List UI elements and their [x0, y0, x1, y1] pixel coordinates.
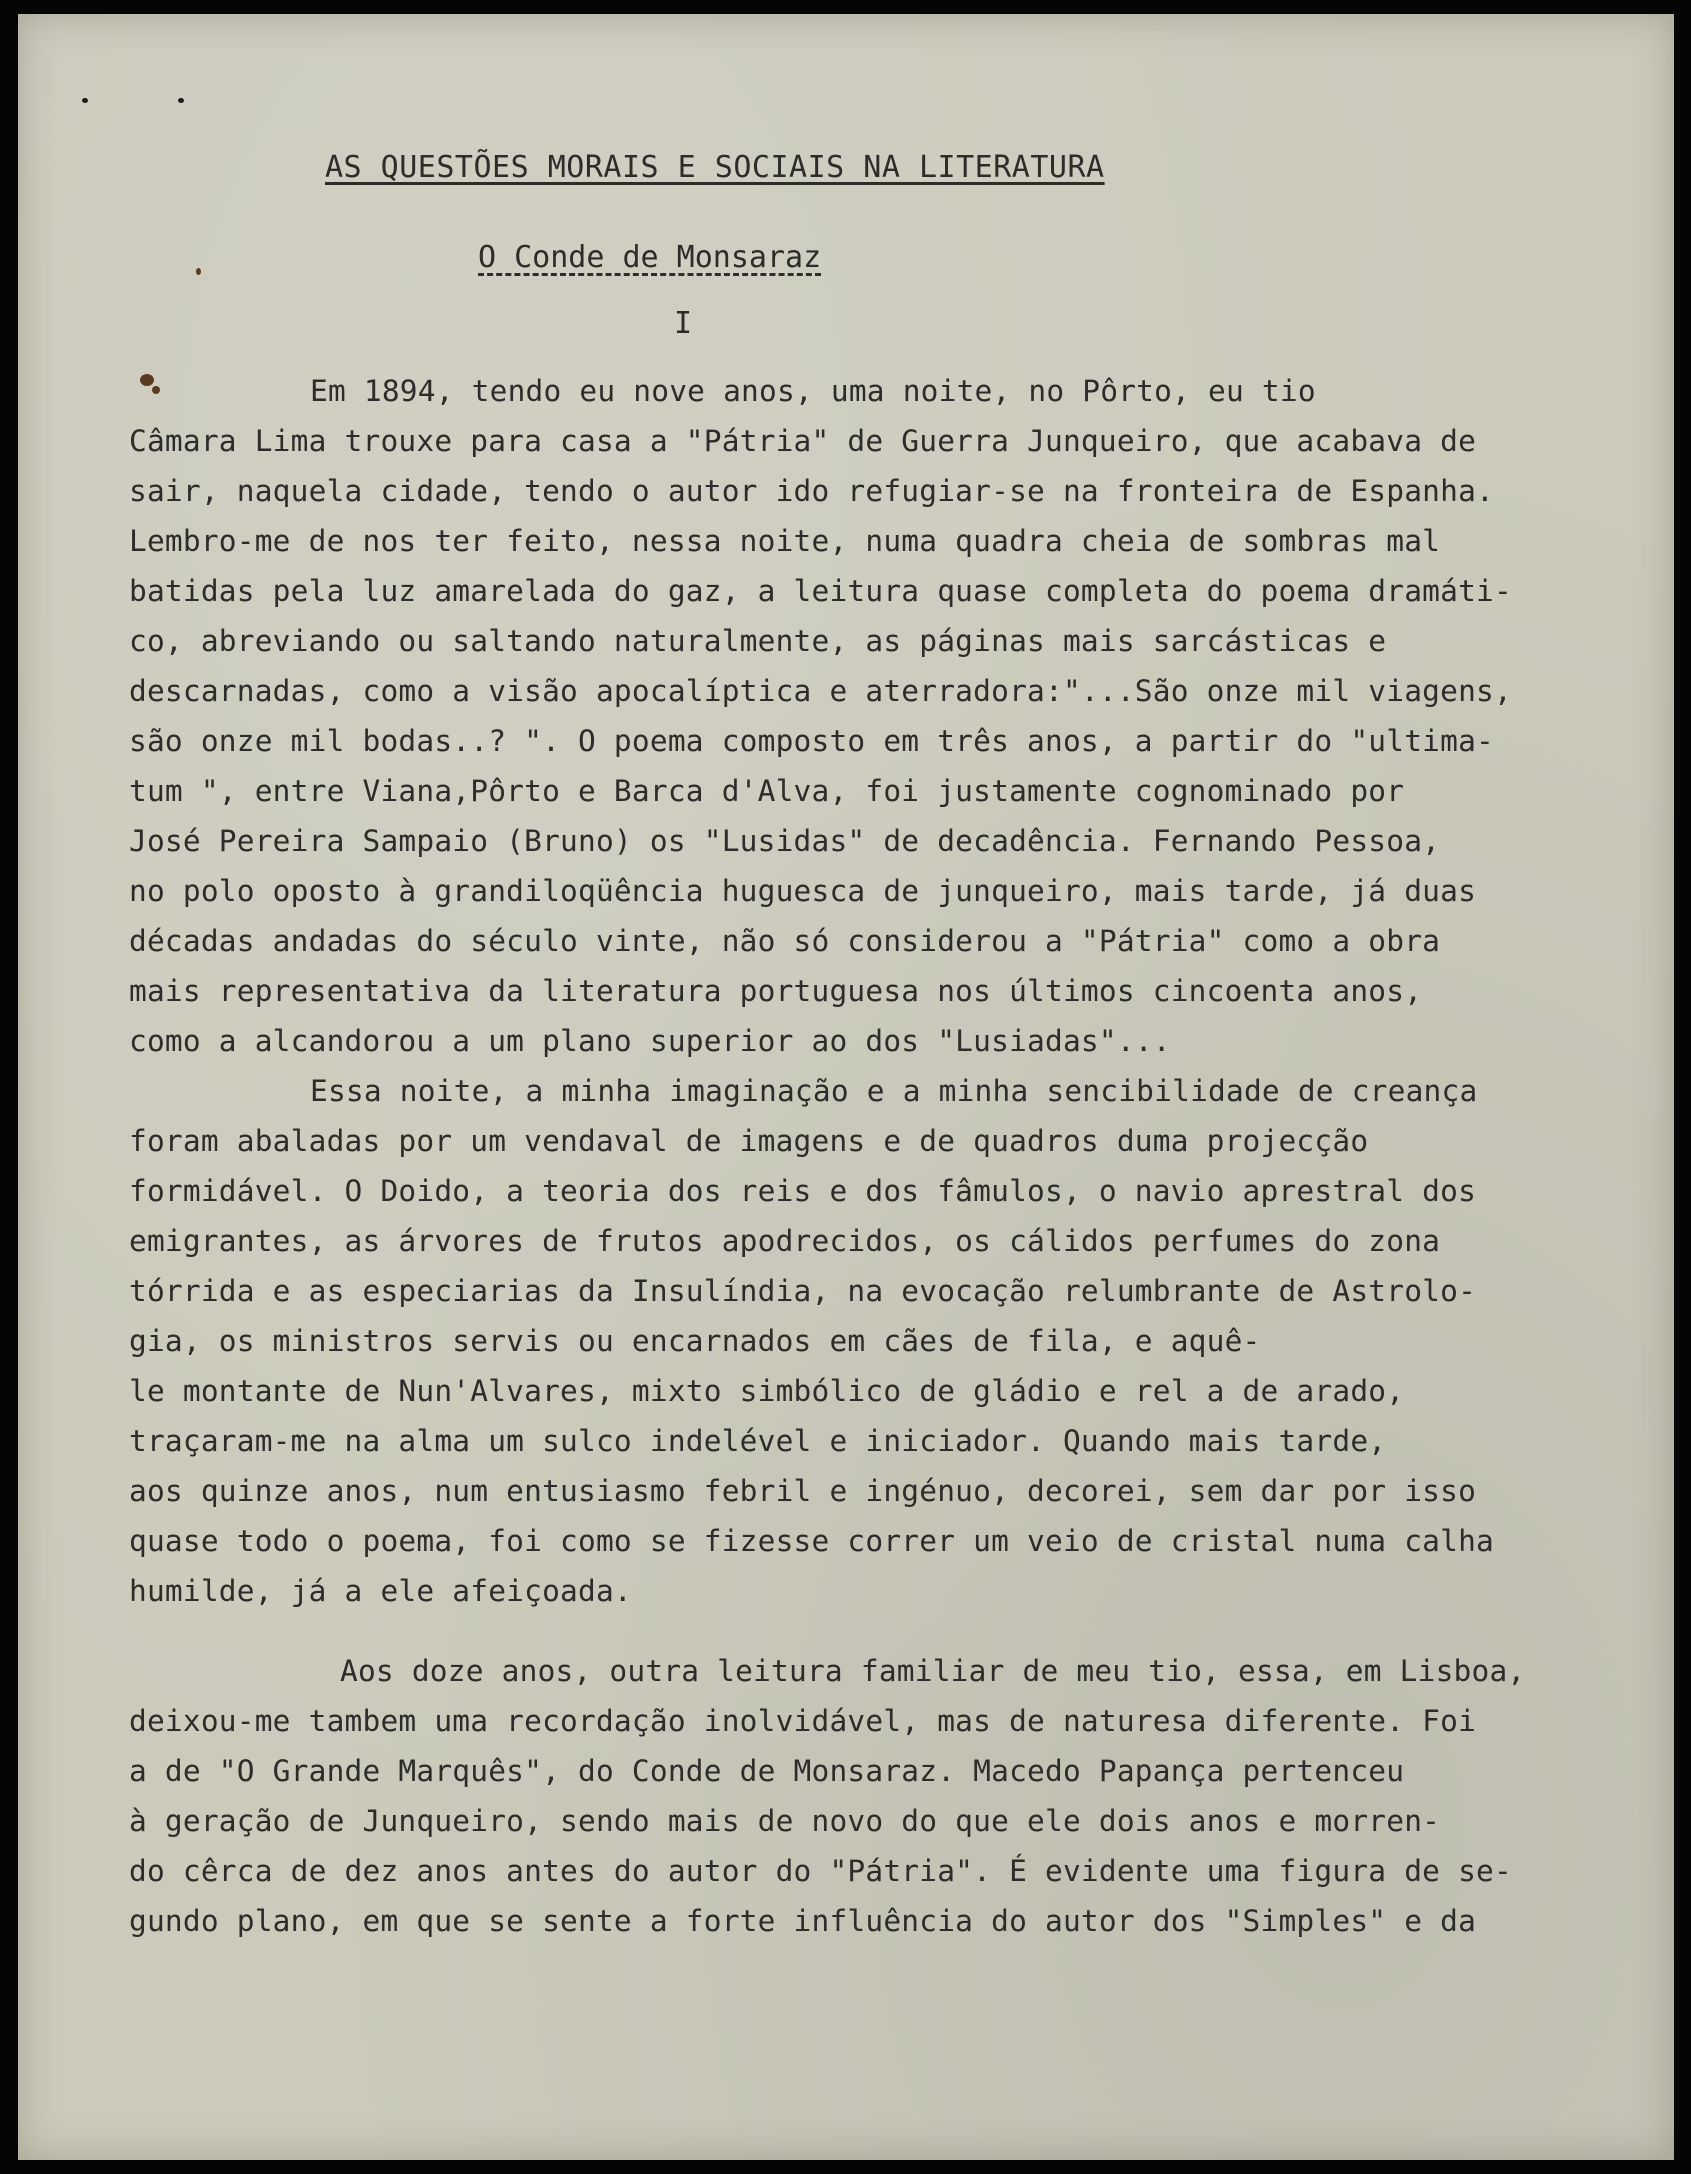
text-line: deixou-me tambem uma recordação inolvidável, mas de naturesa diferente. Foi [129, 1704, 1477, 1738]
text-line: Em 1894, tendo eu nove anos, uma noite, no Pôrto, eu tio [310, 374, 1316, 408]
text-line: como a alcandorou a um plano superior ao dos "Lusiadas"... [129, 1024, 1171, 1058]
text-line: Lembro-me de nos ter feito, nessa noite, numa quadra cheia de sombras mal [129, 524, 1441, 558]
ink-stain [152, 386, 160, 394]
text-line: foram abaladas por um vendaval de imagens e de quadros duma projecção [129, 1124, 1369, 1158]
text-line: do cêrca de dez anos antes do autor do "Pátria". É evidente uma figura de se- [129, 1854, 1512, 1888]
text-line: são onze mil bodas..? ". O poema composto em três anos, a partir do "ultima- [129, 724, 1494, 758]
section-numeral: I [674, 306, 693, 341]
ink-stain [196, 268, 201, 275]
text-line: tum ", entre Viana,Pôrto e Barca d'Alva, foi justamente cognominado por [129, 774, 1405, 808]
ink-stain [140, 374, 154, 386]
text-line: Câmara Lima trouxe para casa a "Pátria" de Guerra Junqueiro, que acabava de [129, 424, 1477, 458]
text-line: José Pereira Sampaio (Bruno) os "Lusidas" de decadência. Fernando Pessoa, [129, 824, 1441, 858]
document-title: AS QUESTÕES MORAIS E SOCIAIS NA LITERATURA [325, 150, 1105, 185]
text-line: décadas andadas do século vinte, não só considerou a "Pátria" como a obra [129, 924, 1441, 958]
text-line: Essa noite, a minha imaginação e a minha sencibilidade de creança [310, 1074, 1478, 1108]
text-line: le montante de Nun'Alvares, mixto simbólico de gládio e rel a de arado, [129, 1374, 1405, 1408]
text-line: sair, naquela cidade, tendo o autor ido refugiar-se na fronteira de Espanha. [129, 474, 1494, 508]
text-line: humilde, já a ele afeiçoada. [129, 1574, 632, 1608]
text-line: no polo oposto à grandiloqüência huguesca de junqueiro, mais tarde, já duas [129, 874, 1477, 908]
text-line: formidável. O Doido, a teoria dos reis e dos fâmulos, o navio aprestral dos [129, 1174, 1477, 1208]
document-page [18, 14, 1674, 2160]
text-line: a de "O Grande Marquês", do Conde de Monsaraz. Macedo Papança pertenceu [129, 1754, 1405, 1788]
text-line: aos quinze anos, num entusiasmo febril e ingénuo, decorei, sem dar por isso [129, 1474, 1477, 1508]
text-line: gia, os ministros servis ou encarnados em cães de fila, e aquê- [129, 1324, 1261, 1358]
text-line: descarnadas, como a visão apocalíptica e aterradora:"...São onze mil viagens, [129, 674, 1512, 708]
text-line: à geração de Junqueiro, sendo mais de novo do que ele dois anos e morren- [129, 1804, 1441, 1838]
text-line: mais representativa da literatura portuguesa nos últimos cincoenta anos, [129, 974, 1423, 1008]
punch-mark [82, 98, 88, 103]
text-line: Aos doze anos, outra leitura familiar de meu tio, essa, em Lisboa, [340, 1654, 1526, 1688]
text-line: tórrida e as especiarias da Insulíndia, na evocação relumbrante de Astrolo- [129, 1274, 1477, 1308]
text-line: gundo plano, em que se sente a forte influência do autor dos "Simples" e da [129, 1904, 1477, 1938]
document-subtitle: O Conde de Monsaraz [478, 240, 822, 275]
punch-mark [178, 98, 184, 103]
text-line: quase todo o poema, foi como se fizesse correr um veio de cristal numa calha [129, 1524, 1494, 1558]
text-line: traçaram-me na alma um sulco indelével e iniciador. Quando mais tarde, [129, 1424, 1387, 1458]
text-line: emigrantes, as árvores de frutos apodrecidos, os cálidos perfumes do zona [129, 1224, 1441, 1258]
text-line: batidas pela luz amarelada do gaz, a leitura quase completa do poema dramáti- [129, 574, 1512, 608]
text-line: co, abreviando ou saltando naturalmente, as páginas mais sarcásticas e [129, 624, 1387, 658]
